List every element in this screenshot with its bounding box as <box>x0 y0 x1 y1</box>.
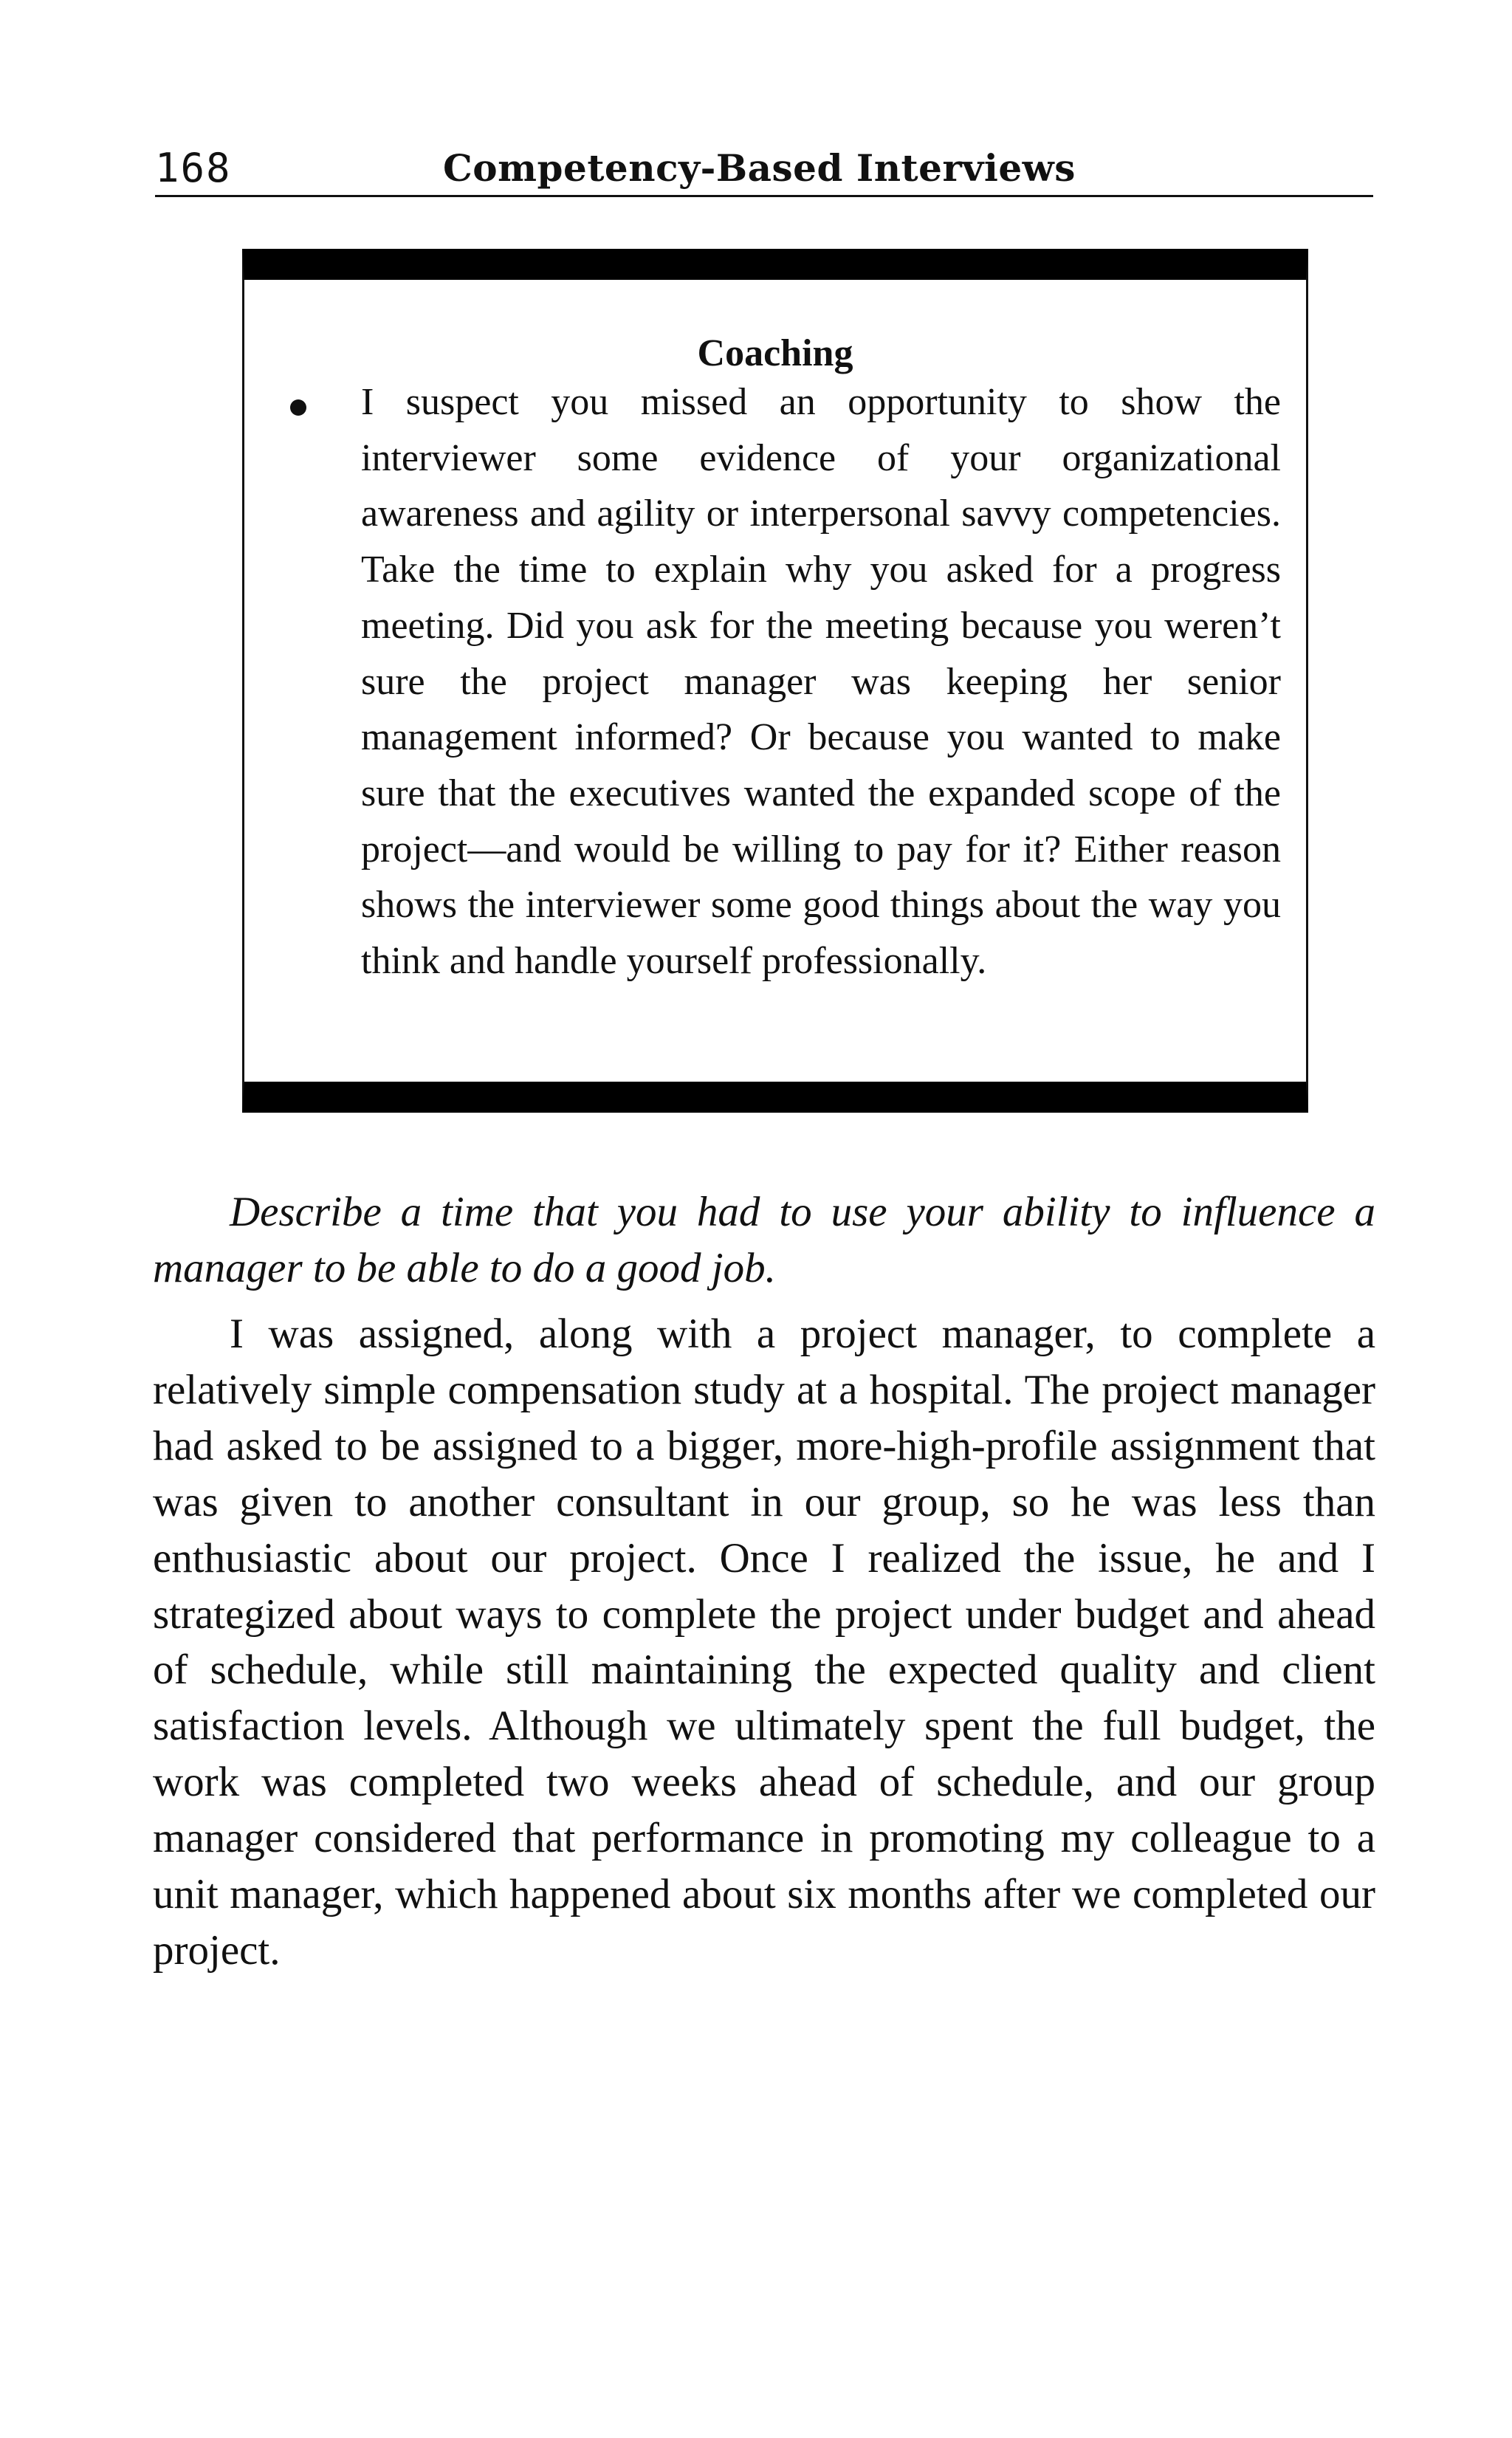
coaching-heading: Coaching <box>697 332 853 374</box>
coaching-bullet-text: I suspect you missed an opportunity to show the interviewer some evidence of your organizational awareness and agility or interpersonal savvy competencies. Take the time to explain why you asked for a progress meeting. Did you ask for the meeting because you weren’t sure the project manager was keeping her senior management informed? Or because you wanted to make sure that the executives wanted the expanded scope of the project—and would be willing to pay for it? Either reason shows the interviewer some good things about the way you think and handle yourself professionally. <box>361 381 1281 983</box>
running-title: Competency-Based Interviews <box>443 146 1076 190</box>
bullet-icon <box>290 399 306 416</box>
interview-question: Describe a time that you had to use your ability to influence a manager to be able to do a good job. <box>153 1189 1375 1291</box>
running-head <box>155 140 1373 197</box>
page-number: 168 <box>155 145 232 191</box>
coaching-box <box>242 249 1308 1113</box>
interview-answer: I was assigned, along with a project manager, to complete a relatively simple compensation study at a hospital. The project manager had asked to be assigned to a bigger, more-high-profile assignment that was given to another consultant in our group, so he was less than enthusiastic about our project. Once I realized the issue, he and I strategized about ways to complete the project under budget and ahead of schedule, while still maintaining the expected quality and client satisfaction levels. Although we ultimately spent the full budget, the work was completed two weeks ahead of schedule, and our group manager considered that performance in promoting my colleague to a unit manager, which happened about six months after we completed our project. <box>153 1311 1375 1974</box>
